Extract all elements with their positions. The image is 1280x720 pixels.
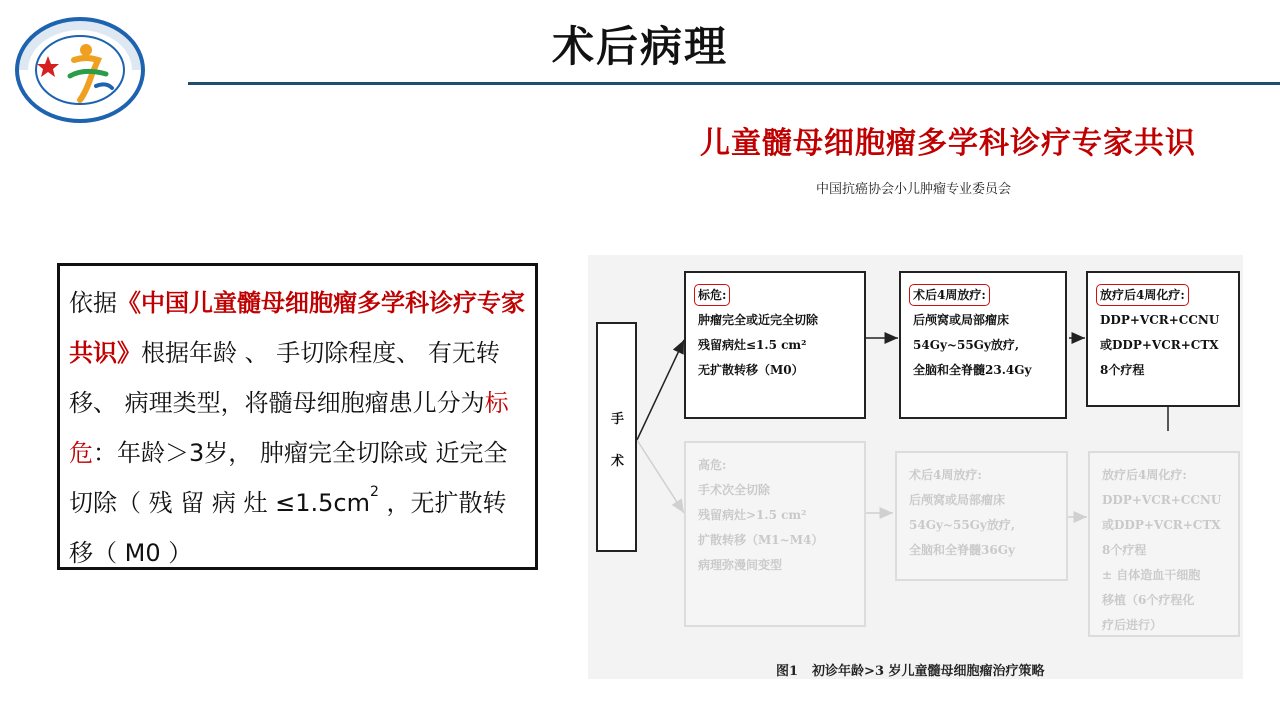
high-risk-radiotherapy-box [895, 451, 1068, 581]
box-line: ± 自体造血干细胞 [1102, 568, 1201, 582]
reference-author: 中国抗癌协会小儿肿瘤专业委员会 [816, 182, 1012, 197]
surgery-box [596, 322, 637, 552]
box-label: 术后4周放疗: [909, 468, 982, 482]
consensus-title: 《中国儿童髓母细胞瘤多学科诊疗专家共识》 [69, 289, 525, 367]
chemotherapy-label: 放疗后4周化疗: [1096, 284, 1189, 306]
slide-title: 术后病理 [551, 22, 728, 71]
figure-number: 图1 [776, 664, 799, 679]
summary-textbox [57, 263, 538, 570]
box-line: 或DDP+VCR+CTX [1100, 338, 1219, 352]
box-line: 后颅窝或局部瘤床 [913, 313, 1010, 327]
standard-risk-label: 标危: [694, 284, 730, 306]
criteria-text-2: ：年龄＞3岁， 肿瘤完全切除或 近完全切除（ 残 留 病 灶 ≤1.5cm [69, 439, 508, 517]
figure-caption [776, 660, 1045, 679]
criteria-text-3: ，无扩散转移（ M0 ） [69, 489, 507, 567]
radiotherapy-label: 术后4周放疗: [909, 284, 990, 306]
box-line: 残留病灶≤1.5 cm² [698, 338, 807, 352]
box-line: 肿瘤完全或近完全切除 [698, 313, 819, 327]
box-line: 或DDP+VCR+CTX [1102, 518, 1221, 532]
box-label: 放疗后4周化疗: [1102, 468, 1187, 482]
box-line: 疗后进行） [1102, 618, 1163, 632]
chemotherapy-box [1086, 271, 1240, 407]
risk-label: 标危 [69, 389, 509, 467]
title-divider [188, 82, 1280, 85]
figure-caption-text: 初诊年龄>3 岁儿童髓母细胞瘤治疗策略 [812, 664, 1045, 679]
superscript: 2 [370, 484, 379, 500]
criteria-text-1: 根据年龄 、 手切除程度、 有无转移、 病理类型，将髓母细胞瘤患儿分为 [69, 339, 500, 417]
surgery-char-2: 术 [611, 454, 625, 469]
surgery-char-1: 手 [611, 412, 625, 427]
box-line: 扩散转移（M1~M4） [698, 533, 824, 547]
treatment-strategy-figure [588, 255, 1243, 679]
box-line: DDP+VCR+CCNU [1102, 493, 1222, 507]
box-line: 全脑和全脊髓23.4Gy [913, 363, 1032, 377]
lead-text: 依据 [69, 289, 117, 317]
box-line: 无扩散转移（M0） [698, 363, 804, 377]
box-line: 后颅窝或局部瘤床 [909, 493, 1006, 507]
box-line: 病理弥漫间变型 [698, 558, 783, 572]
standard-risk-box [684, 271, 866, 419]
box-line: 54Gy~55Gy放疗, [913, 338, 1020, 352]
box-line: 8个疗程 [1102, 543, 1147, 557]
high-risk-chemotherapy-box [1088, 451, 1240, 637]
box-line: 54Gy~55Gy放疗, [909, 518, 1016, 532]
box-line: 残留病灶>1.5 cm² [698, 508, 807, 522]
box-line: 移植（6个疗程化 [1102, 593, 1195, 607]
radiotherapy-box [899, 271, 1067, 419]
box-line: 8个疗程 [1100, 363, 1145, 377]
box-line: DDP+VCR+CCNU [1100, 313, 1220, 327]
box-line: 手术次全切除 [698, 483, 771, 497]
high-risk-box [684, 441, 866, 627]
high-risk-label: 高危: [698, 458, 727, 472]
box-line: 全脑和全脊髓36Gy [909, 543, 1015, 557]
reference-title: 儿童髓母细胞瘤多学科诊疗专家共识 [700, 126, 1196, 161]
